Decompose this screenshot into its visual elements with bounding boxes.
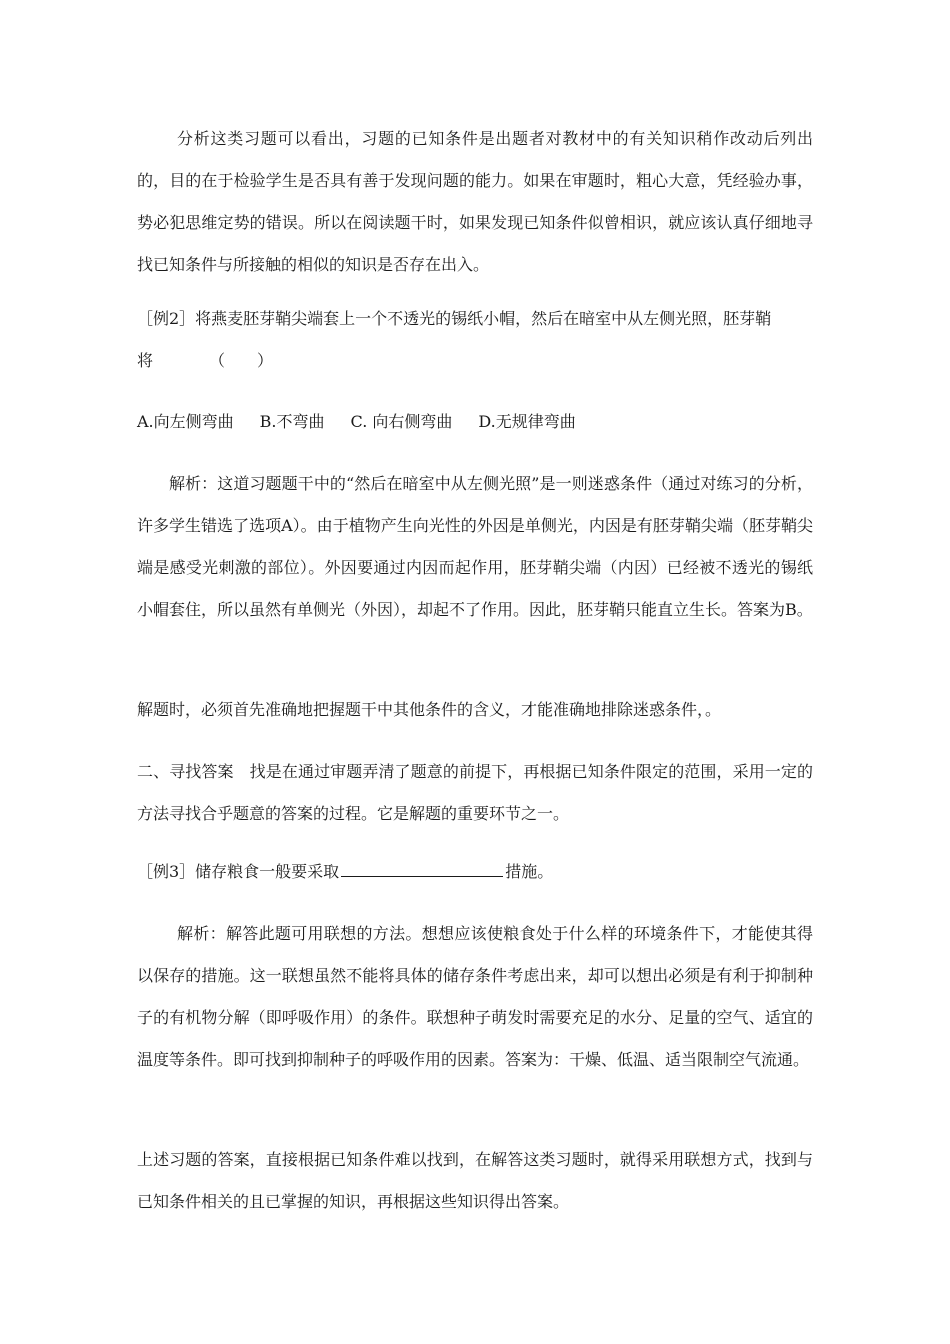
example-2-word: 将: [137, 351, 154, 370]
conclusion-paragraph: 上述习题的答案，直接根据已知条件难以找到，在解答这类习题时，就得采用联想方式，找到与已知条件相关的且已掌握的知识，再根据这些知识得出答案。: [137, 1150, 813, 1211]
option-b: B.不弯曲: [259, 412, 325, 431]
option-c: C. 向右侧弯曲: [350, 412, 453, 431]
example-3-suffix: 措施。: [505, 862, 554, 881]
section-2-heading-paragraph: 二、寻找答案 找是在通过审题弄清了题意的前提下，再根据已知条件限定的范围，采用一定的方法寻找合乎题意的答案的过程。它是解题的重要环节之一。: [137, 762, 813, 823]
example-2-question-line1: ［例2］将燕麦胚芽鞘尖端套上一个不透光的锡纸小帽，然后在暗室中从左侧光照，胚芽鞘: [137, 309, 772, 328]
example-3-question: [137, 851, 553, 893]
example-3-analysis: 解析：解答此题可用联想的方法。想想应该使粮食处于什么样的环境条件下，才能使其得以保存的措施。这一联想虽然不能将具体的储存条件考虑出来，却可以想出必须是有利于抑制种子的有机物分解（即呼吸作用）的条件。联想种子萌发时需要充足的水分、足量的空气、适宜的温度等条件。即可找到抑制种子的呼吸作用的因素。答案为：干燥、低温、适当限制空气流通。: [137, 924, 813, 1069]
answer-parentheses: （ ）: [209, 351, 274, 370]
example-2-options: [137, 401, 602, 443]
fill-in-blank: [341, 856, 503, 877]
option-a: A.向左侧弯曲: [137, 412, 234, 431]
example-2-summary: 解题时，必须首先准确地把握题干中其他条件的含义，才能准确地排除迷惑条件，。: [137, 700, 722, 719]
option-d: D.无规律弯曲: [478, 412, 576, 431]
example-3-prefix: ［例3］储存粮食一般要采取: [137, 862, 340, 881]
example-2-analysis: 解析：这道习题题干中的“然后在暗室中从左侧光照”是一则迷惑条件（通过对练习的分析，许多学生错选了选项A）。由于植物产生向光性的外因是单侧光，内因是有胚芽鞘尖端（胚芽鞘尖端是感受光刺激的部位）。外因要通过内因而起作用，胚芽鞘尖端（内因）已经被不透光的锡纸小帽套住，所以虽然有单侧光（外因），却起不了作用。因此，胚芽鞘只能直立生长。答案为B。: [137, 474, 813, 619]
paragraph-analysis-intro: 分析这类习题可以看出，习题的已知条件是出题者对教材中的有关知识稍作改动后列出的，目的在于检验学生是否具有善于发现问题的能力。如果在审题时，粗心大意，凭经验办事，势必犯思维定势的错误。所以在阅读题干时，如果发现已知条件似曾相识，就应该认真仔细地寻找已知条件与所接触的相似的知识是否存在出入。: [137, 129, 813, 274]
example-2-question-line2: [137, 340, 273, 382]
